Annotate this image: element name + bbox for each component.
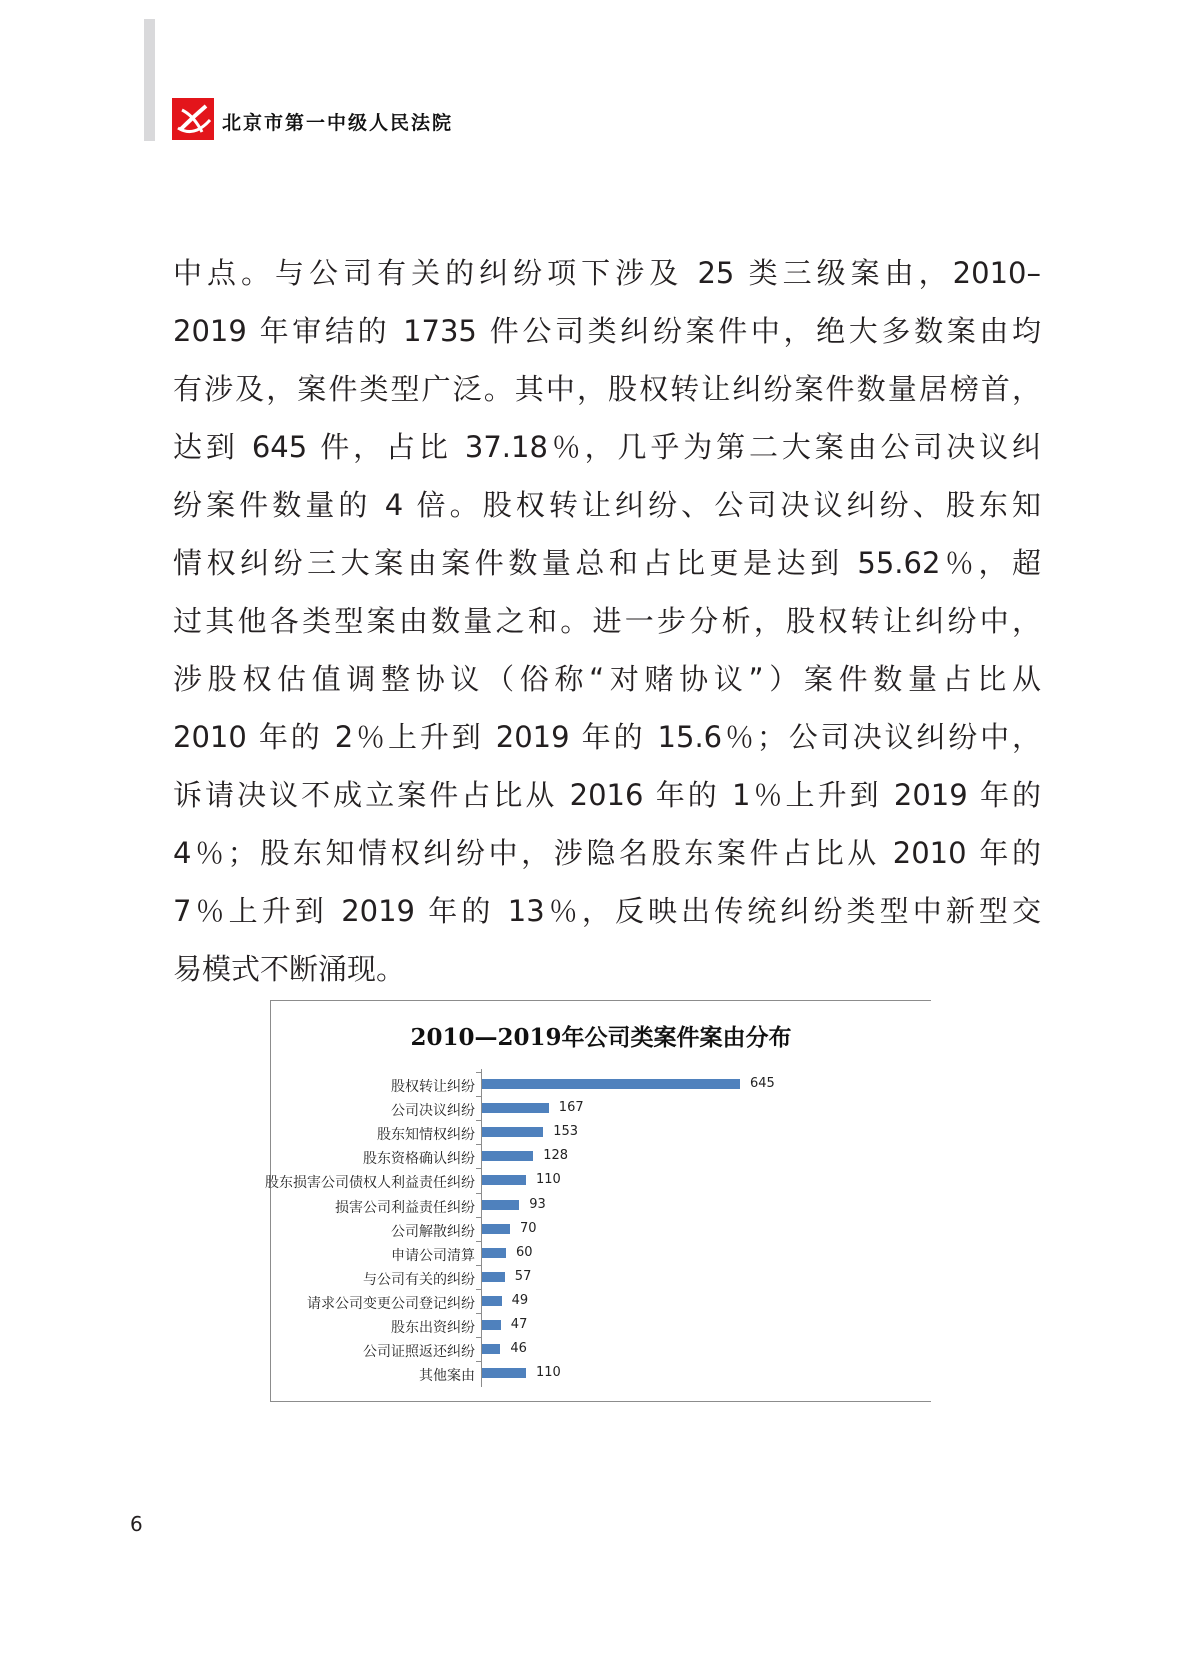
chart-row [271, 1194, 931, 1218]
chart-row [271, 1242, 931, 1266]
paragraph-line: 中点。与公司有关的纠纷项下涉及 25 类三级案由，2010– [173, 256, 1041, 290]
axis-tick [476, 1168, 481, 1169]
bar [482, 1127, 543, 1137]
paragraph-line: 有涉及，案件类型广泛。其中，股权转让纠纷案件数量居榜首， [173, 372, 1041, 406]
category-label: 其他案由 [419, 1368, 475, 1385]
data-label: 57 [514, 1268, 532, 1284]
axis-tick [476, 1217, 481, 1218]
category-label: 公司解散纠纷 [391, 1223, 475, 1240]
bar [482, 1368, 526, 1378]
data-label: 49 [511, 1292, 529, 1308]
axis-tick [476, 1241, 481, 1242]
chart-row [271, 1266, 931, 1290]
axis-tick [476, 1120, 481, 1121]
court-logo-icon [172, 98, 214, 140]
chart-row [271, 1218, 931, 1242]
data-label: 645 [750, 1076, 775, 1091]
chart-row [265, 1169, 931, 1193]
paragraph-line: 达到 645 件，占比 37.18％，几乎为第二大案由公司决议纠 [173, 430, 1041, 464]
category-label: 股东资格确认纠纷 [363, 1151, 475, 1168]
axis-tick [476, 1289, 481, 1290]
data-label: 110 [536, 1172, 561, 1188]
chart-title: 2010—2019年公司类案件案由分布 [410, 1024, 792, 1051]
bar [482, 1248, 506, 1258]
chart-row [271, 1362, 931, 1386]
chart-row [271, 1290, 931, 1314]
axis-tick [476, 1313, 481, 1314]
category-label: 公司证照返还纠纷 [363, 1344, 475, 1361]
paragraph-line: 2019 年审结的 1735 件公司类纠纷案件中，绝大多数案由均 [173, 314, 1041, 348]
axis-tick [476, 1337, 481, 1338]
axis-tick [476, 1072, 481, 1073]
header-side-bar [144, 19, 155, 141]
axis-tick [476, 1265, 481, 1266]
data-label: 60 [516, 1244, 533, 1260]
axis-tick [476, 1193, 481, 1194]
category-label: 与公司有关的纠纷 [363, 1271, 475, 1288]
paragraph-line: 情权纠纷三大案由案件数量总和占比更是达到 55.62％，超 [173, 546, 1041, 580]
bar [482, 1320, 501, 1330]
chart-row [271, 1314, 931, 1338]
chart-row [271, 1121, 931, 1145]
body-text [173, 244, 1041, 998]
category-label: 请求公司变更公司登记纠纷 [307, 1295, 475, 1312]
data-label: 128 [543, 1148, 569, 1164]
data-label: 167 [558, 1100, 584, 1116]
data-label: 46 [510, 1341, 527, 1357]
paragraph-line: 2010 年的 2％上升到 2019 年的 15.6％；公司决议纠纷中， [173, 720, 1041, 754]
chart-row [271, 1097, 931, 1121]
court-name: 北京市第一中级人民法院 [222, 112, 454, 134]
bar [482, 1200, 519, 1210]
bar [482, 1272, 505, 1282]
paragraph-line: 过其他各类型案由数量之和。进一步分析，股权转让纠纷中， [173, 604, 1041, 638]
axis-tick [476, 1361, 481, 1362]
bar [482, 1103, 549, 1113]
data-label: 93 [529, 1196, 546, 1212]
category-label: 股东知情权纠纷 [377, 1127, 475, 1144]
category-label: 申请公司清算 [391, 1247, 475, 1264]
axis-tick [476, 1096, 481, 1097]
paragraph-line: 涉股权估值调整协议（俗称“对赌协议”）案件数量占比从 [173, 662, 1041, 696]
page-number: 6 [130, 1512, 143, 1536]
category-label: 股东出资纠纷 [391, 1320, 475, 1336]
data-label: 153 [553, 1124, 579, 1140]
paragraph-line: 易模式不断涌现。 [173, 952, 406, 986]
category-label: 股权转让纠纷 [391, 1079, 475, 1095]
paragraph-line: 7％上升到 2019 年的 13％，反映出传统纠纷类型中新型交 [173, 894, 1041, 928]
chart-row [271, 1145, 931, 1169]
paragraph-line: 4％；股东知情权纠纷中，涉隐名股东案件占比从 2010 年的 [173, 836, 1041, 870]
paragraph-line: 纷案件数量的 4 倍。股权转让纠纷、公司决议纠纷、股东知 [173, 488, 1041, 522]
data-label: 110 [536, 1365, 561, 1381]
bar [482, 1151, 533, 1161]
category-label: 公司决议纠纷 [391, 1103, 475, 1120]
bar-chart [265, 1000, 931, 1402]
bar [482, 1079, 740, 1089]
category-label: 股东损害公司债权人利益责任纠纷 [265, 1175, 475, 1192]
chart-row [271, 1338, 931, 1362]
bar [482, 1175, 526, 1185]
bar [482, 1344, 500, 1354]
bar [482, 1296, 502, 1306]
bar [482, 1224, 510, 1234]
data-label: 70 [520, 1220, 537, 1236]
chart-row [271, 1073, 931, 1097]
paragraph-line: 诉请决议不成立案件占比从 2016 年的 1％上升到 2019 年的 [173, 778, 1041, 812]
axis-tick [476, 1144, 481, 1145]
data-label: 47 [510, 1317, 528, 1332]
category-label: 损害公司利益责任纠纷 [335, 1199, 475, 1216]
